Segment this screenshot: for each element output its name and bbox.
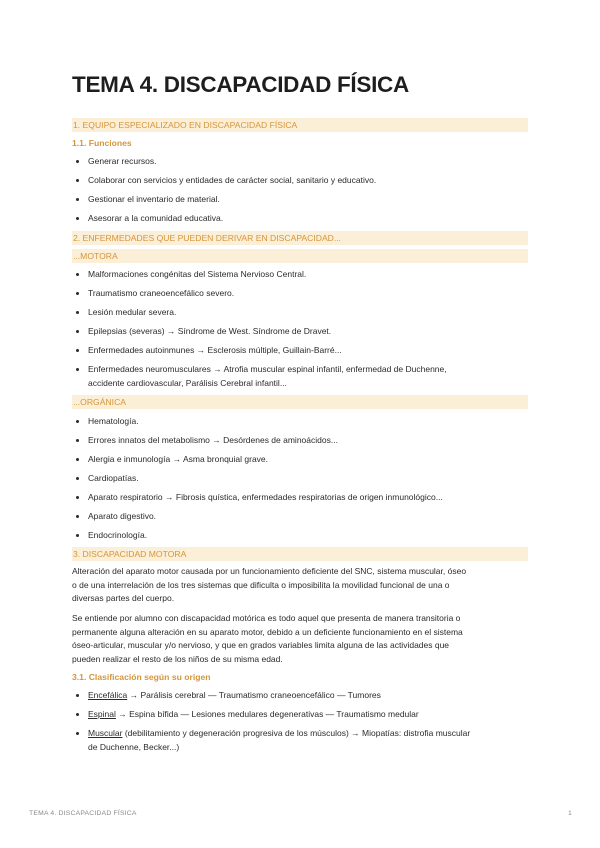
- subsection-heading-organica: ...ORGÁNICA: [72, 395, 528, 409]
- list-item: Encefálica → Parálisis cerebral — Traumatismo craneoencefálico — Tumores: [72, 689, 528, 702]
- bullet-icon: [76, 732, 79, 735]
- bullet-icon: [76, 534, 79, 537]
- list-item: Aparato respiratorio → Fibrosis quística, enfermedades respiratorias de origen inmunológico...: [72, 491, 528, 504]
- section-heading-2: 2. ENFERMEDADES QUE PUEDEN DERIVAR EN DISCAPACIDAD...: [72, 231, 528, 245]
- bullet-icon: [76, 458, 79, 461]
- page-number: 1: [568, 810, 572, 817]
- bullet-icon: [76, 477, 79, 480]
- list-item: Muscular (debilitamiento y degeneración progresiva de los músculos) → Miopatías: distrofia muscular: [72, 727, 528, 740]
- list-item: Generar recursos.: [72, 155, 528, 168]
- paragraph-alumno: Se entiende por alumno con discapacidad motórica es todo aquel que presenta de manera transitoria o permanente alguna alteración en su aparato motor, debido a un deficiente funcionamiento en el sistema óseo-articular, muscular y/o nervioso, y que en grados variables limita alguna de las actividades que pueden realizar el resto de los niños de su misma edad.: [72, 613, 463, 664]
- bullet-icon: [76, 349, 79, 352]
- bullet-icon: [76, 713, 79, 716]
- bullet-icon: [76, 496, 79, 499]
- list-item: Enfermedades autoinmunes → Esclerosis múltiple, Guillain-Barré...: [72, 344, 528, 357]
- bullet-icon: [76, 420, 79, 423]
- bullet-icon: [76, 217, 79, 220]
- list-item: Colaborar con servicios y entidades de carácter social, sanitario y educativo.: [72, 174, 528, 187]
- list-item: Malformaciones congénitas del Sistema Nervioso Central.: [72, 268, 528, 281]
- bullet-icon: [76, 179, 79, 182]
- bullet-icon: [76, 198, 79, 201]
- list-item: Asesorar a la comunidad educativa.: [72, 212, 528, 225]
- bullet-icon: [76, 330, 79, 333]
- bullet-icon: [76, 273, 79, 276]
- bullet-icon: [76, 515, 79, 518]
- bullet-icon: [76, 292, 79, 295]
- bullet-icon: [76, 160, 79, 163]
- paragraph-definition: Alteración del aparato motor causada por un funcionamiento deficiente del SNC, sistema muscular, óseo o de una interrelación de los tres sistemas que dificulta o imposibilita la movilidad funcional de una o diversas partes del cuerpo.: [72, 566, 467, 603]
- section-heading-1: 1. EQUIPO ESPECIALIZADO EN DISCAPACIDAD FÍSICA: [72, 118, 528, 132]
- bullet-icon: [76, 311, 79, 314]
- subsection-heading-motora: ...MOTORA: [72, 249, 528, 263]
- list-item: Epilepsias (severas) → Síndrome de West. Síndrome de Dravet.: [72, 325, 528, 338]
- bullet-icon: [76, 694, 79, 697]
- subsection-heading-3-1: 3.1. Clasificación según su origen: [72, 672, 211, 682]
- list-item: Enfermedades neuromusculares → Atrofia muscular espinal infantil, enfermedad de Duchenne,: [72, 363, 528, 376]
- list-item: Cardiopatías.: [72, 472, 528, 485]
- page-title: TEMA 4. DISCAPACIDAD FÍSICA: [72, 72, 409, 97]
- list-item: Errores innatos del metabolismo → Desórdenes de aminoácidos...: [72, 434, 528, 447]
- bullet-icon: [76, 368, 79, 371]
- list-item: Traumatismo craneoencefálico severo.: [72, 287, 528, 300]
- list-item: Endocrinología.: [72, 529, 528, 542]
- list-item: Gestionar el inventario de material.: [72, 193, 528, 206]
- list-item: Espinal → Espina bífida — Lesiones medulares degenerativas — Traumatismo medular: [72, 708, 528, 721]
- list-item-continuation: accidente cardiovascular, Parálisis Cerebral infantil...: [88, 378, 287, 388]
- subsection-heading-1-1: 1.1. Funciones: [72, 138, 132, 148]
- list-item-continuation: de Duchenne, Becker...): [88, 742, 180, 752]
- bullet-icon: [76, 439, 79, 442]
- list-item: Hematología.: [72, 415, 528, 428]
- footer-title: TEMA 4. DISCAPACIDAD FÍSICA: [29, 810, 137, 817]
- list-item: Lesión medular severa.: [72, 306, 528, 319]
- section-heading-3: 3. DISCAPACIDAD MOTORA: [72, 547, 528, 561]
- list-item: Alergia e inmunología → Asma bronquial grave.: [72, 453, 528, 466]
- list-item: Aparato digestivo.: [72, 510, 528, 523]
